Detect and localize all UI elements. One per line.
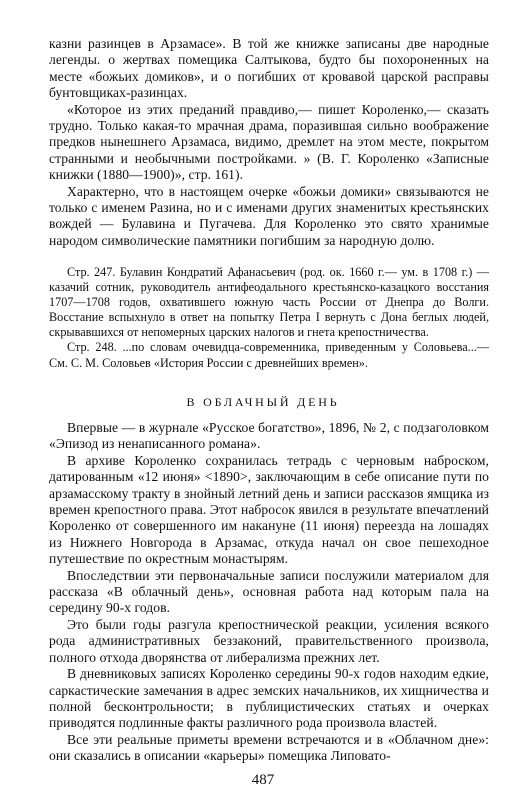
page-number: 487 (251, 772, 275, 788)
paragraph-diary: В дневниковых записях Короленко середины 90-х годов находим едкие, саркастические замечания в адрес земских начальников, их хищничества и полной бесконтрольности; в публицистических статьях и очерках приводятся подлинные факты различного рода произвола властей. (49, 666, 489, 731)
paragraph-3: Характерно, что в настоящем очерке «божьи домики» связываются не только с именем Разина, но и с именами других знаменитых крестьянских вождей — Булавина и Пугачева. Для Короленко это свято хранимые народом символические памятники погибшим за народную долю. (49, 183, 489, 248)
paragraph-later: Впоследствии эти первоначальные записи послужили материалом для рассказа «В облачный день», основная работа над которым пала на середину 90-х годов. (49, 567, 489, 616)
notes-block (49, 265, 489, 371)
paragraph-2: «Которое из этих преданий правдиво,— пишет Короленко,— сказать трудно. Только какая-то мрачная драма, поразившая сильно воображение предков нынешнего Арзамаса, видимо, дремлет на этом месте, покрытом странными и необычными постройками. » (В. Г. Короленко «Записные книжки (1880—1900)», стр. 161). (49, 101, 489, 183)
paragraph-signs: Все эти реальные приметы времени встречаются и в «Облачном дне»: они сказались в описании «карьеры» помещика Липовато- (49, 731, 489, 764)
paragraph-first-published: Впервые — в журнале «Русское богатство», 1896, № 2, с подзаголовком «Эпизод из ненаписанного романа». (49, 420, 489, 452)
note-bulavin: Стр. 247. Булавин Кондратий Афанасьевич (род. ок. 1660 г.— ум. в 1708 г.) — казачий сотник, руководитель антифеодального крестьянско-казацкого восстания 1707—1708 годов, охватившего южную часть России от Днепра до Волги. Восстание вспыхнуло в ответ на попытку Петра I вернуть с Дона беглых людей, скрывавшихся от непомерных царских налогов и гнета крепостничества. (49, 265, 489, 340)
paragraph-1: казни разинцев в Арзамасе». В той же книжке записаны две народные легенды. о жертвах помещика Салтыкова, будто бы похороненных на месте «божьих домиков», и о погибших от кровавой царской расправы бунтовщиках-разинцах. (49, 36, 489, 101)
note-soloviev: Стр. 248. ...по словам очевидца-современника, приведенным у Соловьева...— См. С. М. Соловьев «История России с древнейших времен». (49, 340, 489, 370)
commentary-top (49, 36, 489, 249)
commentary-bottom (49, 420, 489, 765)
paragraph-reaction: Это были годы разгула крепостнической реакции, усиления всякого рода административных беззаконий, правительственного произвола, полного отхода дворянства от либерализма прежних лет. (49, 616, 489, 665)
paragraph-archive: В архиве Короленко сохранилась тетрадь с черновым наброском, датированным «12 июня» <1890>, заключающим в себе описание пути по арзамасскому тракту в знойный летний день и записи рассказов ямщика из времен крепостного права. Этот набросок явился в результате впечатлений Короленко от совершенного им накануне (11 июня) переезда на лошадях из Нижнего Новгорода в Арзамас, откуда начал он свое пешеходное путешествие по окрестным монастырям. (49, 452, 489, 567)
section-heading: В ОБЛАЧНЫЙ ДЕНЬ (186, 395, 340, 409)
